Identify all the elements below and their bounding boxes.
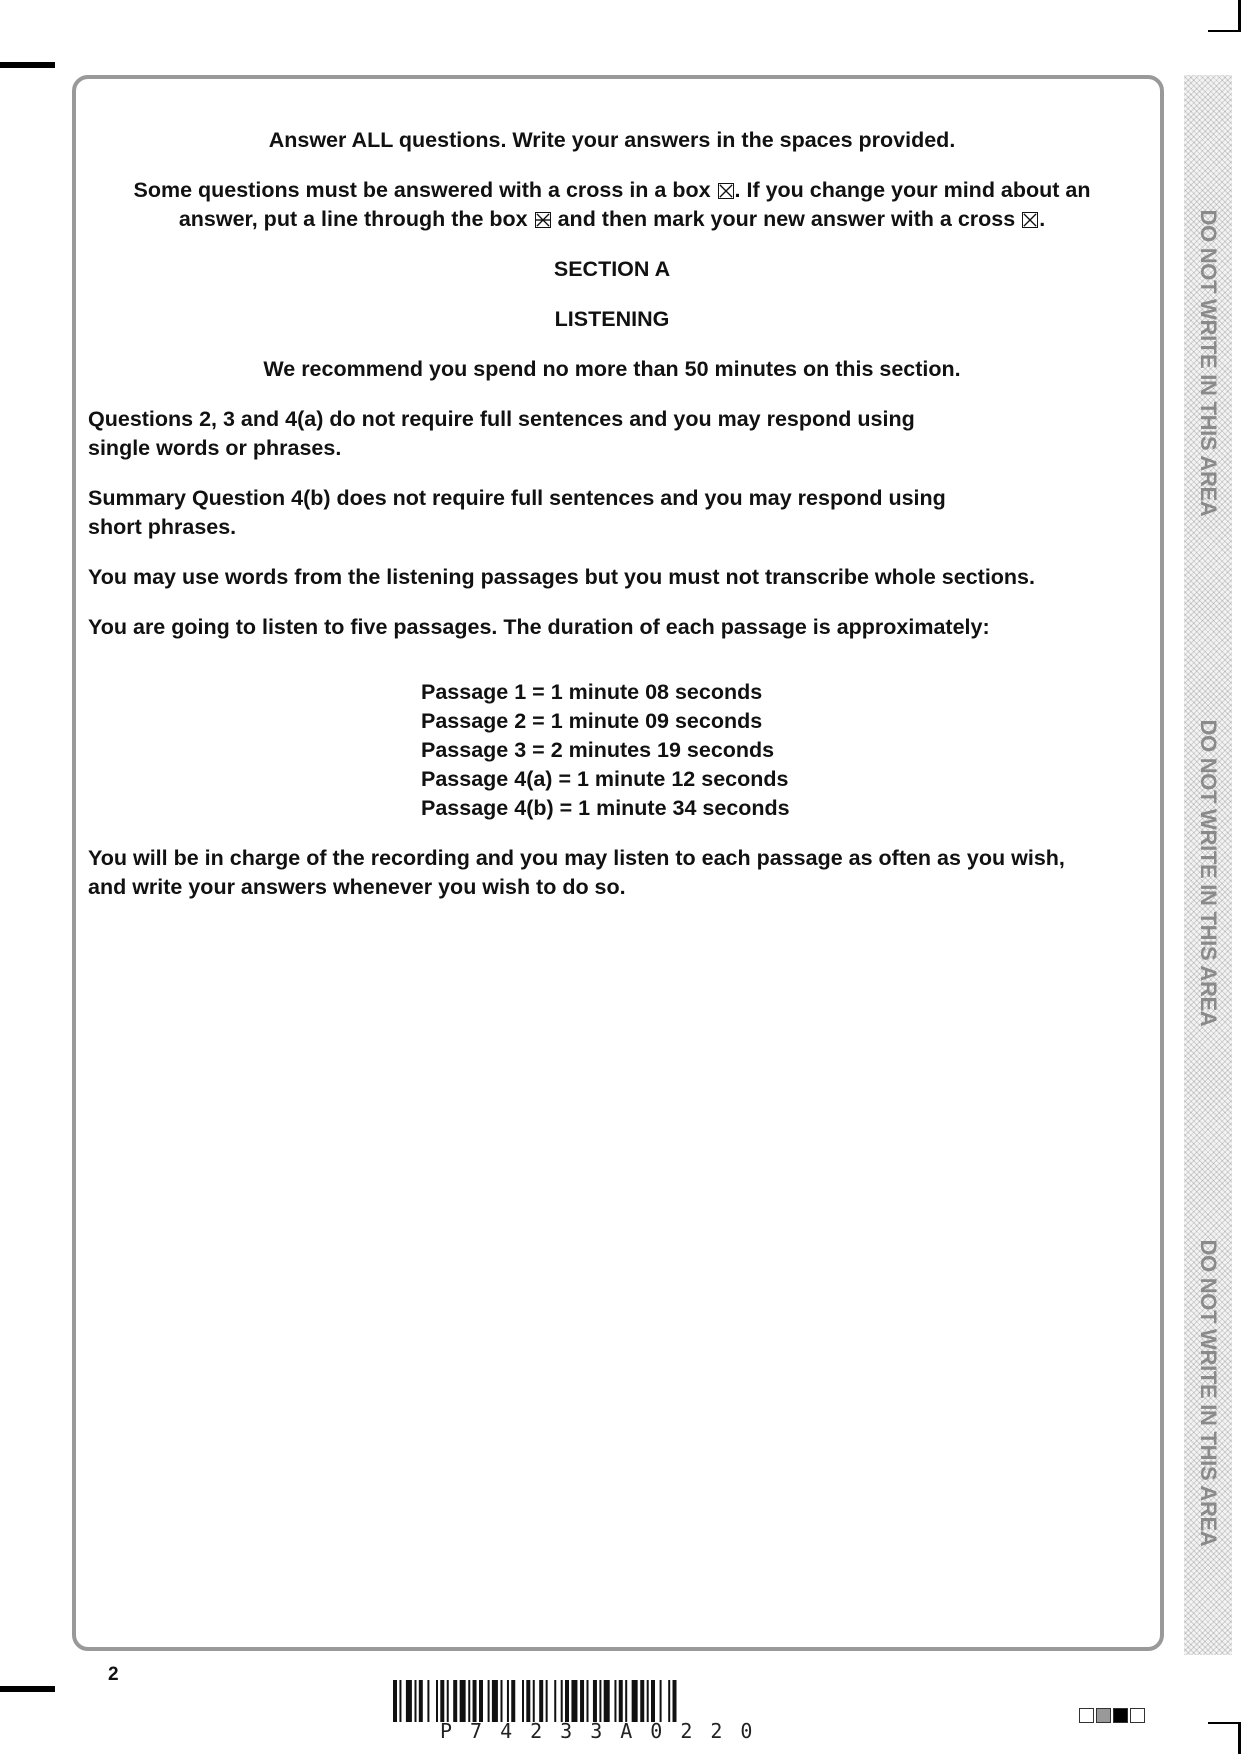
margin-warning: DO NOT WRITE IN THIS AREA xyxy=(1196,719,1221,1027)
barcode-number: P74233A0220 xyxy=(440,1719,771,1743)
note-recording xyxy=(88,844,1136,902)
margin-warning: DO NOT WRITE IN THIS AREA xyxy=(1196,1239,1221,1547)
note-recording-line1: You will be in charge of the recording and you may listen to each passage as often as you wish, xyxy=(88,846,1065,870)
time-recommendation: We recommend you spend no more than 50 minutes on this section. xyxy=(263,357,961,381)
note-use-words: You may use words from the listening passages but you must not transcribe whole sections. xyxy=(88,565,1035,589)
note-questions-234 xyxy=(88,405,1136,463)
square-white xyxy=(1130,1708,1145,1723)
crop-mark-left-top xyxy=(0,62,55,68)
instruction-cross-box xyxy=(88,176,1136,234)
note-summary-line2: short phrases. xyxy=(88,515,237,539)
note-q234-line2: single words or phrases. xyxy=(88,436,342,460)
passage-duration: Passage 2 = 1 minute 09 seconds xyxy=(421,709,763,733)
instructions-content xyxy=(88,126,1136,902)
crossed-box-icon xyxy=(718,183,734,199)
struck-box-icon xyxy=(535,212,551,228)
passage-duration: Passage 4(b) = 1 minute 34 seconds xyxy=(421,796,790,820)
margin-warning: DO NOT WRITE IN THIS AREA xyxy=(1196,209,1221,517)
crop-mark-right-bottom-h xyxy=(1208,1722,1241,1724)
page-number: 2 xyxy=(108,1664,119,1685)
passage-duration: Passage 1 = 1 minute 08 seconds xyxy=(421,680,763,704)
cross-text-a: Some questions must be answered with a cross in a box xyxy=(133,178,717,202)
passage-durations xyxy=(421,678,1136,823)
cross-text-d: and then mark your new answer with a cross xyxy=(551,207,1022,231)
crop-mark-left-bottom xyxy=(0,1686,55,1692)
note-five-passages: You are going to listen to five passages. The duration of each passage is approximately: xyxy=(88,615,990,639)
note-summary-question xyxy=(88,484,1136,542)
passage-duration: Passage 3 = 2 minutes 19 seconds xyxy=(421,738,775,762)
cross-text-c: answer, put a line through the box xyxy=(178,207,534,231)
instruction-answer-all: Answer ALL questions. Write your answers in the spaces provided. xyxy=(268,128,956,152)
note-q234-line1: Questions 2, 3 and 4(a) do not require full sentences and you may respond using xyxy=(88,407,915,431)
cross-text-e: . xyxy=(1039,207,1046,231)
registration-squares xyxy=(1079,1708,1147,1723)
square-black xyxy=(1113,1708,1128,1723)
section-title: SECTION A xyxy=(553,257,671,281)
barcode xyxy=(393,1680,843,1722)
section-subtitle: LISTENING xyxy=(554,307,670,331)
note-recording-line2: and write your answers whenever you wish to do so. xyxy=(88,875,626,899)
cross-text-b: . If you change your mind about an xyxy=(734,178,1091,202)
note-summary-line1: Summary Question 4(b) does not require full sentences and you may respond using xyxy=(88,486,946,510)
crop-mark-right-top-h xyxy=(1208,30,1241,32)
square-grey xyxy=(1096,1708,1111,1723)
crossed-box-icon xyxy=(1022,212,1038,228)
passage-duration: Passage 4(a) = 1 minute 12 seconds xyxy=(421,767,789,791)
square-white xyxy=(1079,1708,1094,1723)
